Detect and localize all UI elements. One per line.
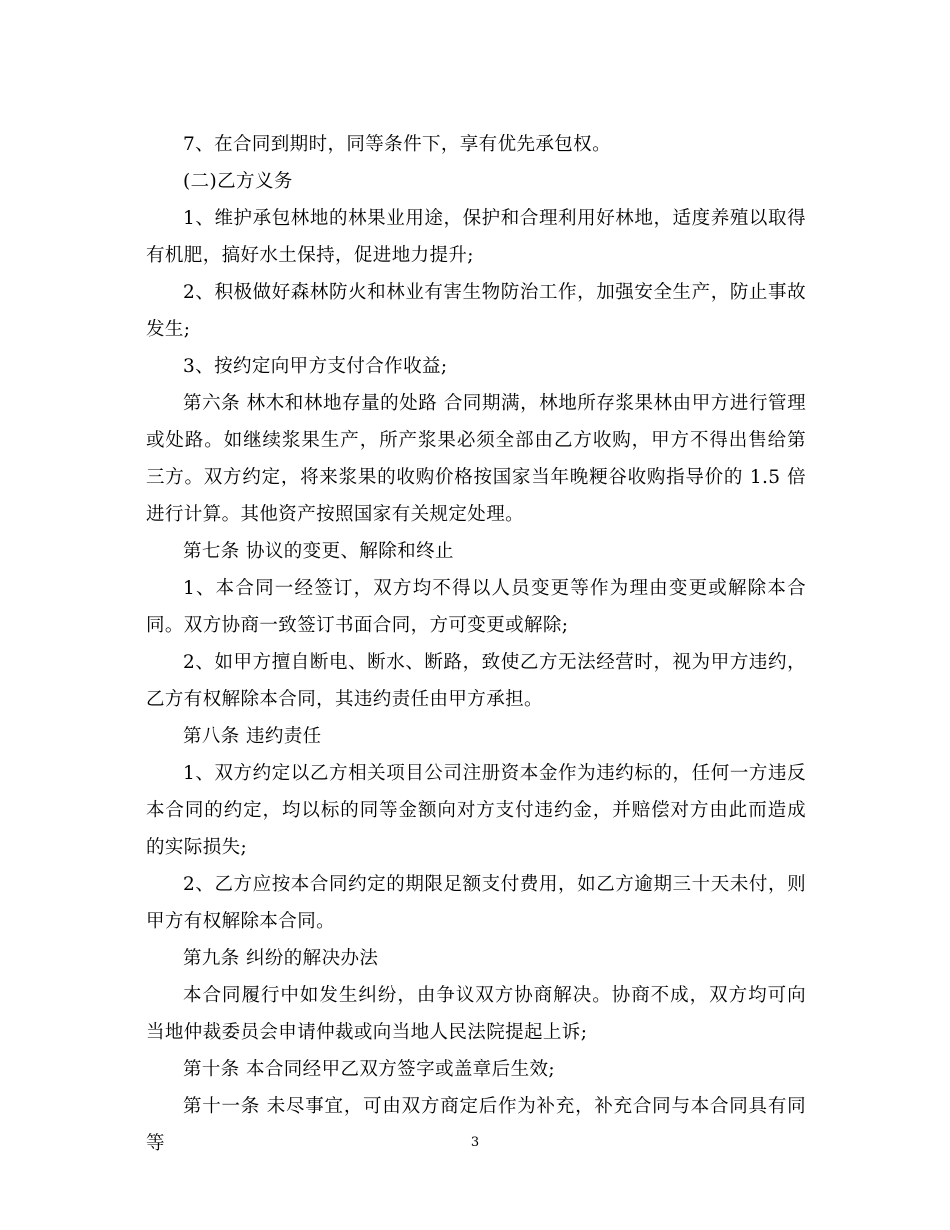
section-heading: 第九条 纠纷的解决办法: [183, 948, 379, 969]
paragraph: 2、如甲方擅自断电、断水、断路，致使乙方无法经营时，视为甲方违约，乙方有权解除本合同，其违约责任由甲方承担。: [146, 652, 806, 710]
paragraph: 1、维护承包林地的林果业用途，保护和合理利用好林地，适度养殖以取得有机肥，搞好水土保持，促进地力提升;: [146, 208, 806, 266]
paragraph: 第十一条 未尽事宜，可由双方商定后作为补充，补充合同与本合同具有同等: [146, 1096, 806, 1154]
paragraph: 第六条 林木和林地存量的处路 合同期满，林地所存浆果林由甲方进行管理或处路。如继续浆果生产，所产浆果必须全部由乙方收购，甲方不得出售给第三方。双方约定，将来浆果的收购价格按国家当年晚粳谷收购指导价的 1.5 倍进行计算。其他资产按照国家有关规定处理。: [146, 393, 806, 525]
paragraph: 1、双方约定以乙方相关项目公司注册资本金作为违约标的，任何一方违反本合同的约定，均以标的同等金额向对方支付违约金，并赔偿对方由此而造成的实际损失;: [146, 763, 806, 858]
paragraph: 1、本合同一经签订，双方均不得以人员变更等作为理由变更或解除本合同。双方协商一致签订书面合同，方可变更或解除;: [146, 578, 806, 636]
section-heading: 第七条 协议的变更、解除和终止: [183, 541, 454, 562]
paragraph: 第十条 本合同经甲乙双方签字或盖章后生效;: [183, 1059, 556, 1080]
document-body: [146, 126, 806, 1162]
paragraph: 2、乙方应按本合同约定的期限足额支付费用，如乙方逾期三十天未付，则甲方有权解除本合同。: [146, 874, 806, 932]
page-number: 3: [470, 1135, 480, 1150]
paragraph: 2、积极做好森林防火和林业有害生物防治工作，加强安全生产，防止事故发生;: [146, 282, 806, 340]
section-heading: (二)乙方义务: [183, 171, 293, 192]
paragraph: 3、按约定向甲方支付合作收益;: [183, 356, 448, 377]
paragraph: 7、在合同到期时，同等条件下，享有优先承包权。: [183, 134, 611, 155]
paragraph: 本合同履行中如发生纠纷，由争议双方协商解决。协商不成，双方均可向当地仲裁委员会申请仲裁或向当地人民法院提起上诉;: [146, 985, 806, 1043]
section-heading: 第八条 违约责任: [183, 726, 322, 747]
